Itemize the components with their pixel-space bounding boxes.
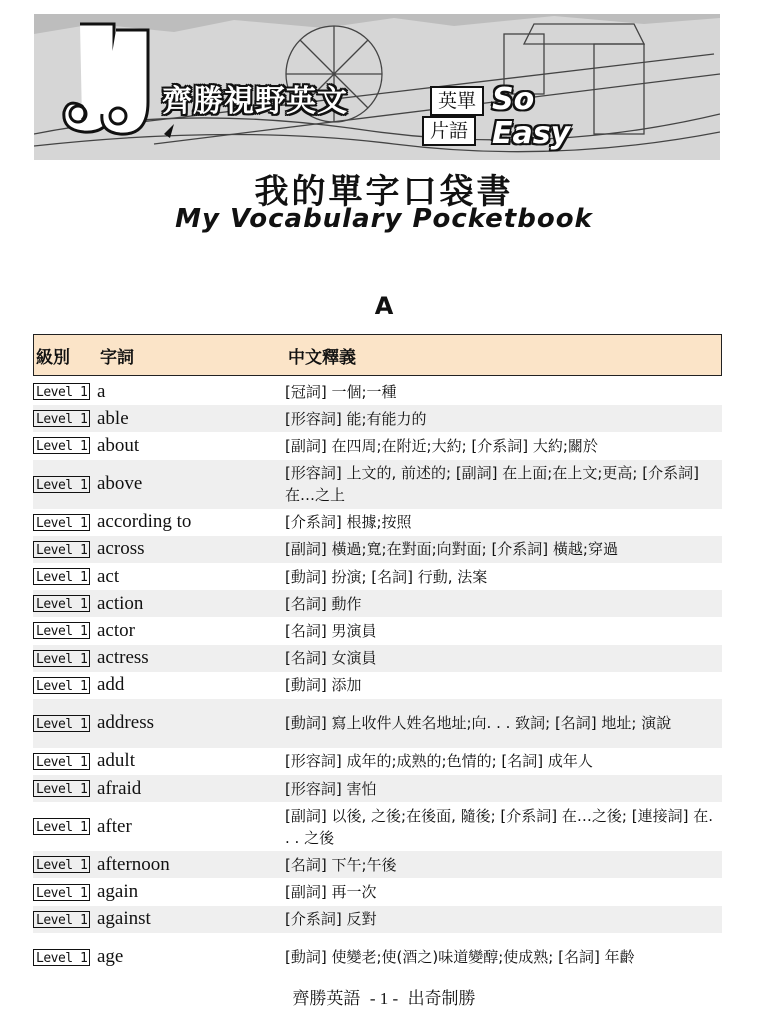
page-number: - 1 - bbox=[369, 989, 399, 1008]
cityscape-illustration bbox=[34, 14, 720, 160]
table-row bbox=[33, 590, 722, 617]
vocabulary-table bbox=[33, 334, 722, 982]
level-cell bbox=[33, 856, 97, 873]
table-row bbox=[33, 509, 722, 536]
word-cell: about bbox=[97, 434, 140, 456]
definition-cell: [副詞] 以後, 之後;在後面, 隨後; [介系詞] 在…之後; [連接詞] 在. . . 之後 bbox=[285, 806, 713, 847]
level-cell bbox=[33, 476, 97, 493]
level-cell bbox=[33, 677, 97, 694]
definition-cell: [名詞] 男演員 bbox=[285, 621, 377, 640]
level-cell bbox=[33, 541, 97, 558]
level-badge: Level 1 bbox=[33, 595, 90, 612]
word-cell: action bbox=[97, 592, 144, 614]
level-cell bbox=[33, 383, 97, 400]
footer-slogan: 出奇制勝 bbox=[407, 989, 476, 1009]
definition-cell: [副詞] 在四周;在附近;大約; [介系詞] 大約;關於 bbox=[285, 436, 598, 455]
definition-cell: [動詞] 添加 bbox=[285, 676, 362, 695]
header-level: 級別 bbox=[36, 347, 70, 368]
word-cell: age bbox=[97, 946, 124, 968]
table-body bbox=[33, 378, 722, 982]
definition-cell: [介系詞] 根據;按照 bbox=[285, 513, 412, 532]
level-badge: Level 1 bbox=[33, 753, 90, 770]
level-badge: Level 1 bbox=[33, 541, 90, 558]
brand-name: 齊勝視野英文 bbox=[162, 84, 348, 119]
level-cell bbox=[33, 410, 97, 427]
page-title-english: My Vocabulary Pocketbook bbox=[175, 204, 593, 234]
level-badge: Level 1 bbox=[33, 383, 90, 400]
definition-cell: [名詞] 女演員 bbox=[285, 649, 377, 668]
page-title-chinese: 我的單字口袋書 bbox=[254, 172, 514, 212]
level-badge: Level 1 bbox=[33, 715, 90, 732]
level-cell bbox=[33, 911, 97, 928]
definition-cell: [副詞] 橫過;寬;在對面;向對面; [介系詞] 橫越;穿過 bbox=[285, 540, 618, 559]
table-row bbox=[33, 906, 722, 933]
level-badge: Level 1 bbox=[33, 818, 90, 835]
table-row bbox=[33, 933, 722, 982]
table-row bbox=[33, 405, 722, 432]
level-badge: Level 1 bbox=[33, 856, 90, 873]
level-cell bbox=[33, 595, 97, 612]
table-row bbox=[33, 460, 722, 509]
table-row bbox=[33, 432, 722, 459]
level-badge: Level 1 bbox=[33, 949, 90, 966]
definition-cell: [形容詞] 上文的, 前述的; [副詞] 在上面;在上文;更高; [介系詞] 在…之上 bbox=[285, 464, 699, 505]
table-row bbox=[33, 802, 722, 851]
level-cell bbox=[33, 437, 97, 454]
tag-vocabulary: 英單 bbox=[430, 86, 484, 116]
level-badge: Level 1 bbox=[33, 622, 90, 639]
table-row bbox=[33, 851, 722, 878]
level-badge: Level 1 bbox=[33, 568, 90, 585]
level-cell bbox=[33, 568, 97, 585]
word-cell: a bbox=[97, 380, 106, 402]
header-banner bbox=[34, 14, 720, 160]
level-cell bbox=[33, 753, 97, 770]
footer-brand: 齊勝英語 bbox=[292, 989, 361, 1009]
word-cell: afraid bbox=[97, 777, 142, 799]
table-row bbox=[33, 563, 722, 590]
definition-cell: [形容詞] 害怕 bbox=[285, 779, 377, 798]
level-cell bbox=[33, 818, 97, 835]
level-badge: Level 1 bbox=[33, 911, 90, 928]
table-row bbox=[33, 536, 722, 563]
word-cell: again bbox=[97, 881, 139, 903]
level-cell bbox=[33, 514, 97, 531]
level-badge: Level 1 bbox=[33, 884, 90, 901]
level-cell bbox=[33, 780, 97, 797]
tag-phrases: 片語 bbox=[422, 116, 476, 146]
level-badge: Level 1 bbox=[33, 650, 90, 667]
word-cell: above bbox=[97, 473, 143, 495]
definition-cell: [動詞] 寫上收件人姓名地址;向. . . 致詞; [名詞] 地址; 演說 bbox=[285, 714, 672, 733]
logo-mark bbox=[94, 44, 95, 45]
table-row bbox=[33, 775, 722, 802]
word-cell: across bbox=[97, 538, 145, 560]
word-cell: actor bbox=[97, 619, 135, 641]
header-definition: 中文釋義 bbox=[288, 347, 356, 368]
level-badge: Level 1 bbox=[33, 780, 90, 797]
level-cell bbox=[33, 650, 97, 667]
word-cell: act bbox=[97, 565, 120, 587]
definition-cell: [副詞] 再一次 bbox=[285, 883, 377, 902]
section-heading: A bbox=[374, 292, 394, 320]
table-header bbox=[33, 334, 722, 376]
level-badge: Level 1 bbox=[33, 437, 90, 454]
table-row bbox=[33, 878, 722, 905]
table-row bbox=[33, 672, 722, 699]
table-row bbox=[33, 617, 722, 644]
table-row bbox=[33, 748, 722, 775]
word-cell: according to bbox=[97, 511, 192, 533]
word-cell: adult bbox=[97, 750, 135, 772]
level-badge: Level 1 bbox=[33, 514, 90, 531]
level-cell bbox=[33, 622, 97, 639]
definition-cell: [形容詞] 成年的;成熟的;色情的; [名詞] 成年人 bbox=[285, 752, 593, 771]
definition-cell: [介系詞] 反對 bbox=[285, 910, 377, 929]
word-cell: able bbox=[97, 407, 129, 429]
definition-cell: [動詞] 扮演; [名詞] 行動, 法案 bbox=[285, 567, 488, 586]
level-badge: Level 1 bbox=[33, 476, 90, 493]
word-cell: address bbox=[97, 712, 154, 734]
definition-cell: [名詞] 下午;午後 bbox=[285, 855, 397, 874]
word-cell: after bbox=[97, 815, 132, 837]
table-row bbox=[33, 645, 722, 672]
page-footer bbox=[0, 984, 768, 1009]
level-cell bbox=[33, 949, 97, 966]
header-word: 字詞 bbox=[100, 347, 134, 368]
level-cell bbox=[33, 884, 97, 901]
definition-cell: [形容詞] 能;有能力的 bbox=[285, 409, 427, 428]
definition-cell: [冠詞] 一個;一種 bbox=[285, 382, 397, 401]
level-badge: Level 1 bbox=[33, 677, 90, 694]
level-badge: Level 1 bbox=[33, 410, 90, 427]
word-cell: add bbox=[97, 674, 125, 696]
table-row bbox=[33, 378, 722, 405]
word-cell: against bbox=[97, 908, 151, 930]
word-cell: actress bbox=[97, 647, 149, 669]
so-text: So bbox=[492, 82, 535, 117]
easy-text: Easy bbox=[492, 116, 571, 151]
definition-cell: [動詞] 使變老;使(酒之)味道變醇;使成熟; [名詞] 年齡 bbox=[285, 948, 635, 967]
table-row bbox=[33, 699, 722, 748]
word-cell: afternoon bbox=[97, 853, 170, 875]
definition-cell: [名詞] 動作 bbox=[285, 594, 362, 613]
level-cell bbox=[33, 715, 97, 732]
